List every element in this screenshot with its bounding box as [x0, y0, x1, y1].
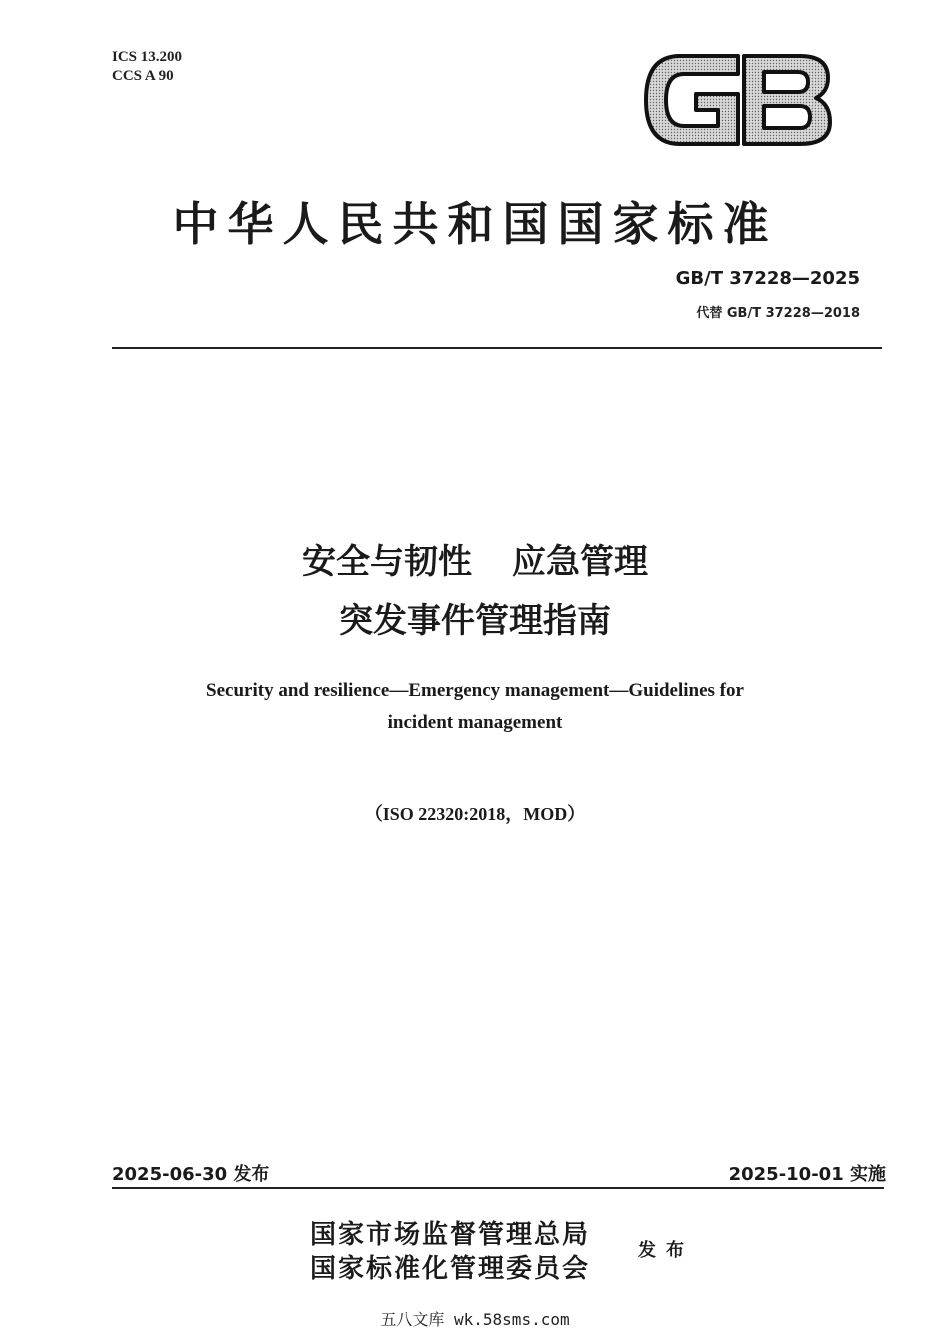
chinese-title-part-1: 安全与韧性 [302, 542, 472, 582]
watermark: 五八文库 wk.58sms.com [380, 1310, 570, 1329]
chinese-title-line-1 [0, 534, 950, 583]
standard-number: GB/T 37228—2025 [675, 268, 860, 289]
issuer-line-2: 国家标准化管理委员会 [310, 1254, 591, 1284]
ics-code: ICS 13.200 [112, 49, 183, 65]
english-title-line-2: incident management [387, 712, 563, 733]
english-title-line-1: Security and resilience—Emergency management—Guidelines for [206, 680, 744, 701]
ccs-code: CCS A 90 [112, 68, 174, 84]
national-standard-title: 中华人民共和国国家标准 [172, 197, 778, 251]
issue-date: 2025-06-30 发布 [112, 1164, 270, 1185]
header-divider [112, 347, 882, 349]
replaces-standard: 代替 GB/T 37228—2018 [696, 306, 860, 321]
chinese-title-line-2: 突发事件管理指南 [339, 601, 611, 641]
issuer-line-1: 国家市场监督管理总局 [310, 1220, 591, 1250]
implementation-date: 2025-10-01 实施 [728, 1164, 886, 1185]
footer-divider [112, 1187, 884, 1189]
classification-codes [112, 48, 182, 86]
chinese-title-part-2: 应急管理 [512, 542, 648, 582]
gb-logo [640, 50, 835, 150]
publish-label: 发布 [638, 1240, 694, 1261]
iso-reference: （ISO 22320:2018，MOD） [364, 804, 586, 824]
